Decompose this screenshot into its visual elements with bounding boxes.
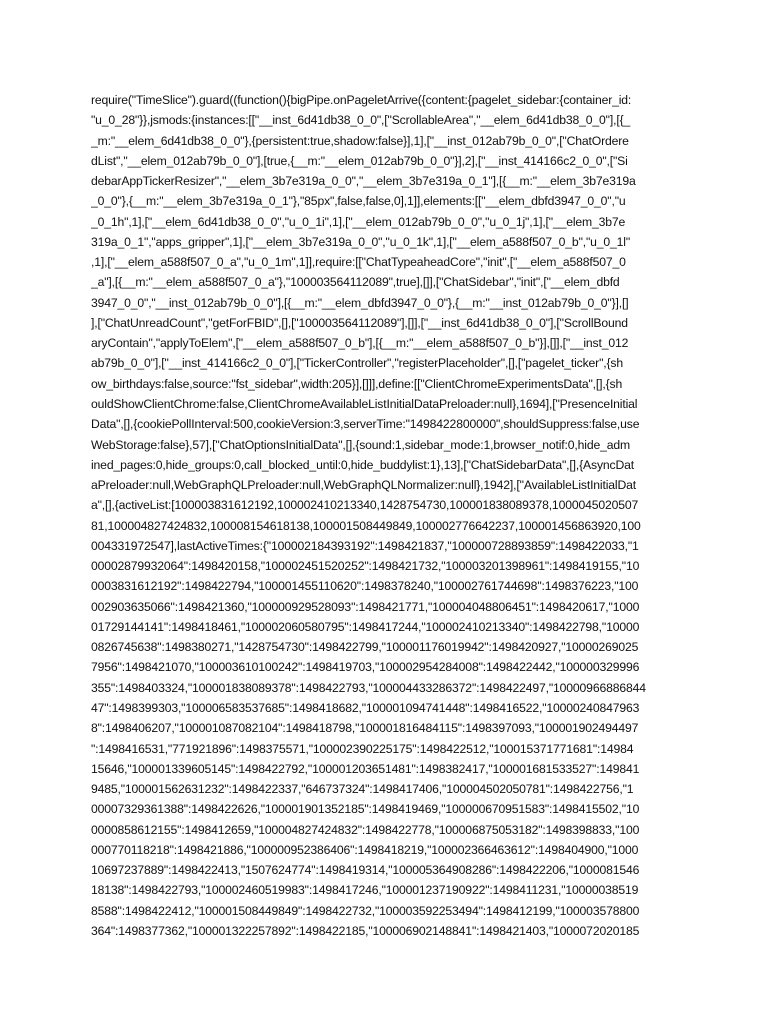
text-line: aPreloader:null,WebGraphQLPreloader:null,WebGraphQLNormalizer:null},1942],["AvailableListInitialDat <box>91 478 636 493</box>
text-line: 0826745638":1498380271,"1428754730":1498422799,"100001176019942":1498420927,"10000269025 <box>91 640 639 655</box>
text-line: 0000858612155":1498412659,"100004827424832":1498422778,"100006875053182":1498398833,"100 <box>91 822 640 837</box>
text-line: 355":1498403324,"100001838089378":1498422793,"100004433286372":1498422497,"10000966886844 <box>91 680 646 695</box>
text-line: _0_1h",1],["__elem_6d41db38_0_0","u_0_1i",1],["__elem_012ab79b_0_0","u_0_1j",1],["__elem_3b7e <box>91 214 626 229</box>
text-line: _m:"__elem_6d41db38_0_0"},{persistent:true,shadow:false}],1],["__inst_012ab79b_0_0",["ChatOrdere <box>91 133 629 148</box>
text-line: aryContain","applyToElem",["__elem_a588f507_0_b"],[{__m:"__elem_a588f507_0_b"}],[]],["__inst_012 <box>91 336 629 351</box>
text-line: "u_0_28"}},jsmods:{instances:[["__inst_6d41db38_0_0",["ScrollableArea","__elem_6d41db38_0_0"],[{_ <box>91 113 631 128</box>
text-line: 18138":1498422793,"100002460519983":1498417246,"100001237190922":1498411231,"10000038519 <box>91 883 639 898</box>
text-line: WebStorage:false},57],["ChatOptionsInitialData",[],{sound:1,sidebar_mode:1,browser_notif:0,hide_adm <box>91 437 630 452</box>
text-line: _0_0"},{__m:"__elem_3b7e319a_0_1"},"85px",false,false,0],1]],elements:[["__elem_dbfd3947_0_0","u <box>91 194 626 209</box>
text-line: 81,100004827424832,100008154618138,100001508449849,100002776642237,100001456863920,100 <box>91 518 641 533</box>
text-line: 00007329361388":1498422626,"100001901352185":1498419469,"100000670951583":1498415502,"10 <box>91 802 640 817</box>
text-line: 8588":1498422412,"100001508449849":1498422732,"100003592253494":1498412199,"10000357880​0 <box>91 903 640 918</box>
text-line: ouldShowClientChrome:false,ClientChromeAvailableListInitialDataPreloader:null},1694],["PresenceInitial <box>91 396 638 411</box>
text-line: 8":1498406207,"100001087082104":1498418798,"100001816484115":1498397093,"100001902494497 <box>91 721 639 736</box>
text-line: ined_pages:0,hide_groups:0,call_blocked_until:0,hide_buddylist:1},13],["ChatSidebarData",[],{AsyncDat <box>91 457 634 472</box>
text-line: 002903635066":1498421360,"100000929528093":1498421771,"100004048806451":1498420617,"1000 <box>91 599 640 614</box>
text-line: 47":1498399303,"100006583537685":1498418682,"100001094741448":1498416522,"10000240847963 <box>91 700 640 715</box>
text-line: 004331972547],lastActiveTimes:{"100002184393192":1498421837,"100000728893859":1498422033,"1 <box>91 538 639 553</box>
text-line: a",[],{activeList:[100003831612192,100002410213340,1428754730,100001838089378,100004502050​7 <box>91 498 639 513</box>
text-line: 15646,"100001339605145":1498422792,"100001203651481":1498382417,"100001681533527":149841 <box>91 761 640 776</box>
text-line: 364":1498377362,"100001322257892":1498422185,"100006902148841":1498421403,"1000072020185 <box>91 923 640 938</box>
text-line: ,1],["__elem_a588f507_0_a","u_0_1m",1]],require:[["ChatTypeaheadCore","init",["__elem_a588f507_0 <box>91 255 626 270</box>
text-line: 00002879932064":1498420158,"100002451520252":1498421732,"100003201398961":1498419155,"10 <box>91 559 640 574</box>
text-line: 3947_0_0","__inst_012ab79b_0_0"],[{__m:"__elem_dbfd3947_0_0"},{__m:"__inst_012ab79b_0_0"}],[] <box>91 295 629 310</box>
text-line: ow_birthdays:false,source:"fst_sidebar",width:205}],[]]],define:[["ClientChromeExperimentsData",[],{sh <box>91 376 623 391</box>
text-line: ab79b_0_0"],["__inst_414166c2_0_0"],["TickerController","registerPlaceholder",[],["pagelet_ticker",{sh <box>91 356 623 371</box>
text-line: Data",[],{cookiePollInterval:500,cookieVersion:3,serverTime:"1498422800000",shouldSuppress:false,use <box>91 417 640 432</box>
text-line: _a"],[{__m:"__elem_a588f507_0_a"},"100003564112089",true],[]],["ChatSidebar","init",["__elem_dbfd <box>91 275 620 290</box>
text-line: 01729144141":1498418461,"100002060580795":1498417244,"100002410213340":1498422798,"10000 <box>91 619 640 634</box>
text-line: 9485,"100001562631232":1498422337,"646737324":1498417406,"100004502050781":1498422756,"1 <box>91 782 634 797</box>
text-line: 0003831612192":1498422794,"100001455110620":1498378240,"100002761744698":1498376223,"100 <box>91 579 639 594</box>
script-source-text <box>91 90 691 941</box>
text-line: dList","__elem_012ab79b_0_0"],[true,{__m:"__elem_012ab79b_0_0"}],2],["__inst_414166c2_0_0",["Si <box>91 153 628 168</box>
text-line: require("TimeSlice").guard((function(){bigPipe.onPageletArrive({content:{pagelet_sidebar:{container_id: <box>91 93 632 107</box>
text-line: 7956":1498421070,"100003610100242":1498419703,"100002954284008":1498422442,"100000329996 <box>91 660 640 675</box>
text-line: debarAppTickerResizer","__elem_3b7e319a_0_0","__elem_3b7e319a_0_1"],[{__m:"__elem_3b7e319a <box>91 174 636 189</box>
text-line: 000770118218":1498421886,"100000952386406":1498418219,"100002366463612":1498404900,"1000 <box>91 842 639 857</box>
text-line: 10697237889":1498422413,"1507624774":1498419314,"100005364908286":1498422206,"1000081546 <box>91 863 640 878</box>
text-line: ":1498416531,"771921896":1498375571,"100002390225175":1498422512,"100015371771681":14984 <box>91 741 634 756</box>
text-line: 319a_0_1","apps_gripper",1],["__elem_3b7e319a_0_0","u_0_1k",1],["__elem_a588f507_0_b","u_0_1l" <box>91 234 631 249</box>
text-line: ],["ChatUnreadCount","getForFBID",[],["100003564112089"],[]],["__inst_6d41db38_0_0"],["ScrollBound <box>91 315 628 330</box>
